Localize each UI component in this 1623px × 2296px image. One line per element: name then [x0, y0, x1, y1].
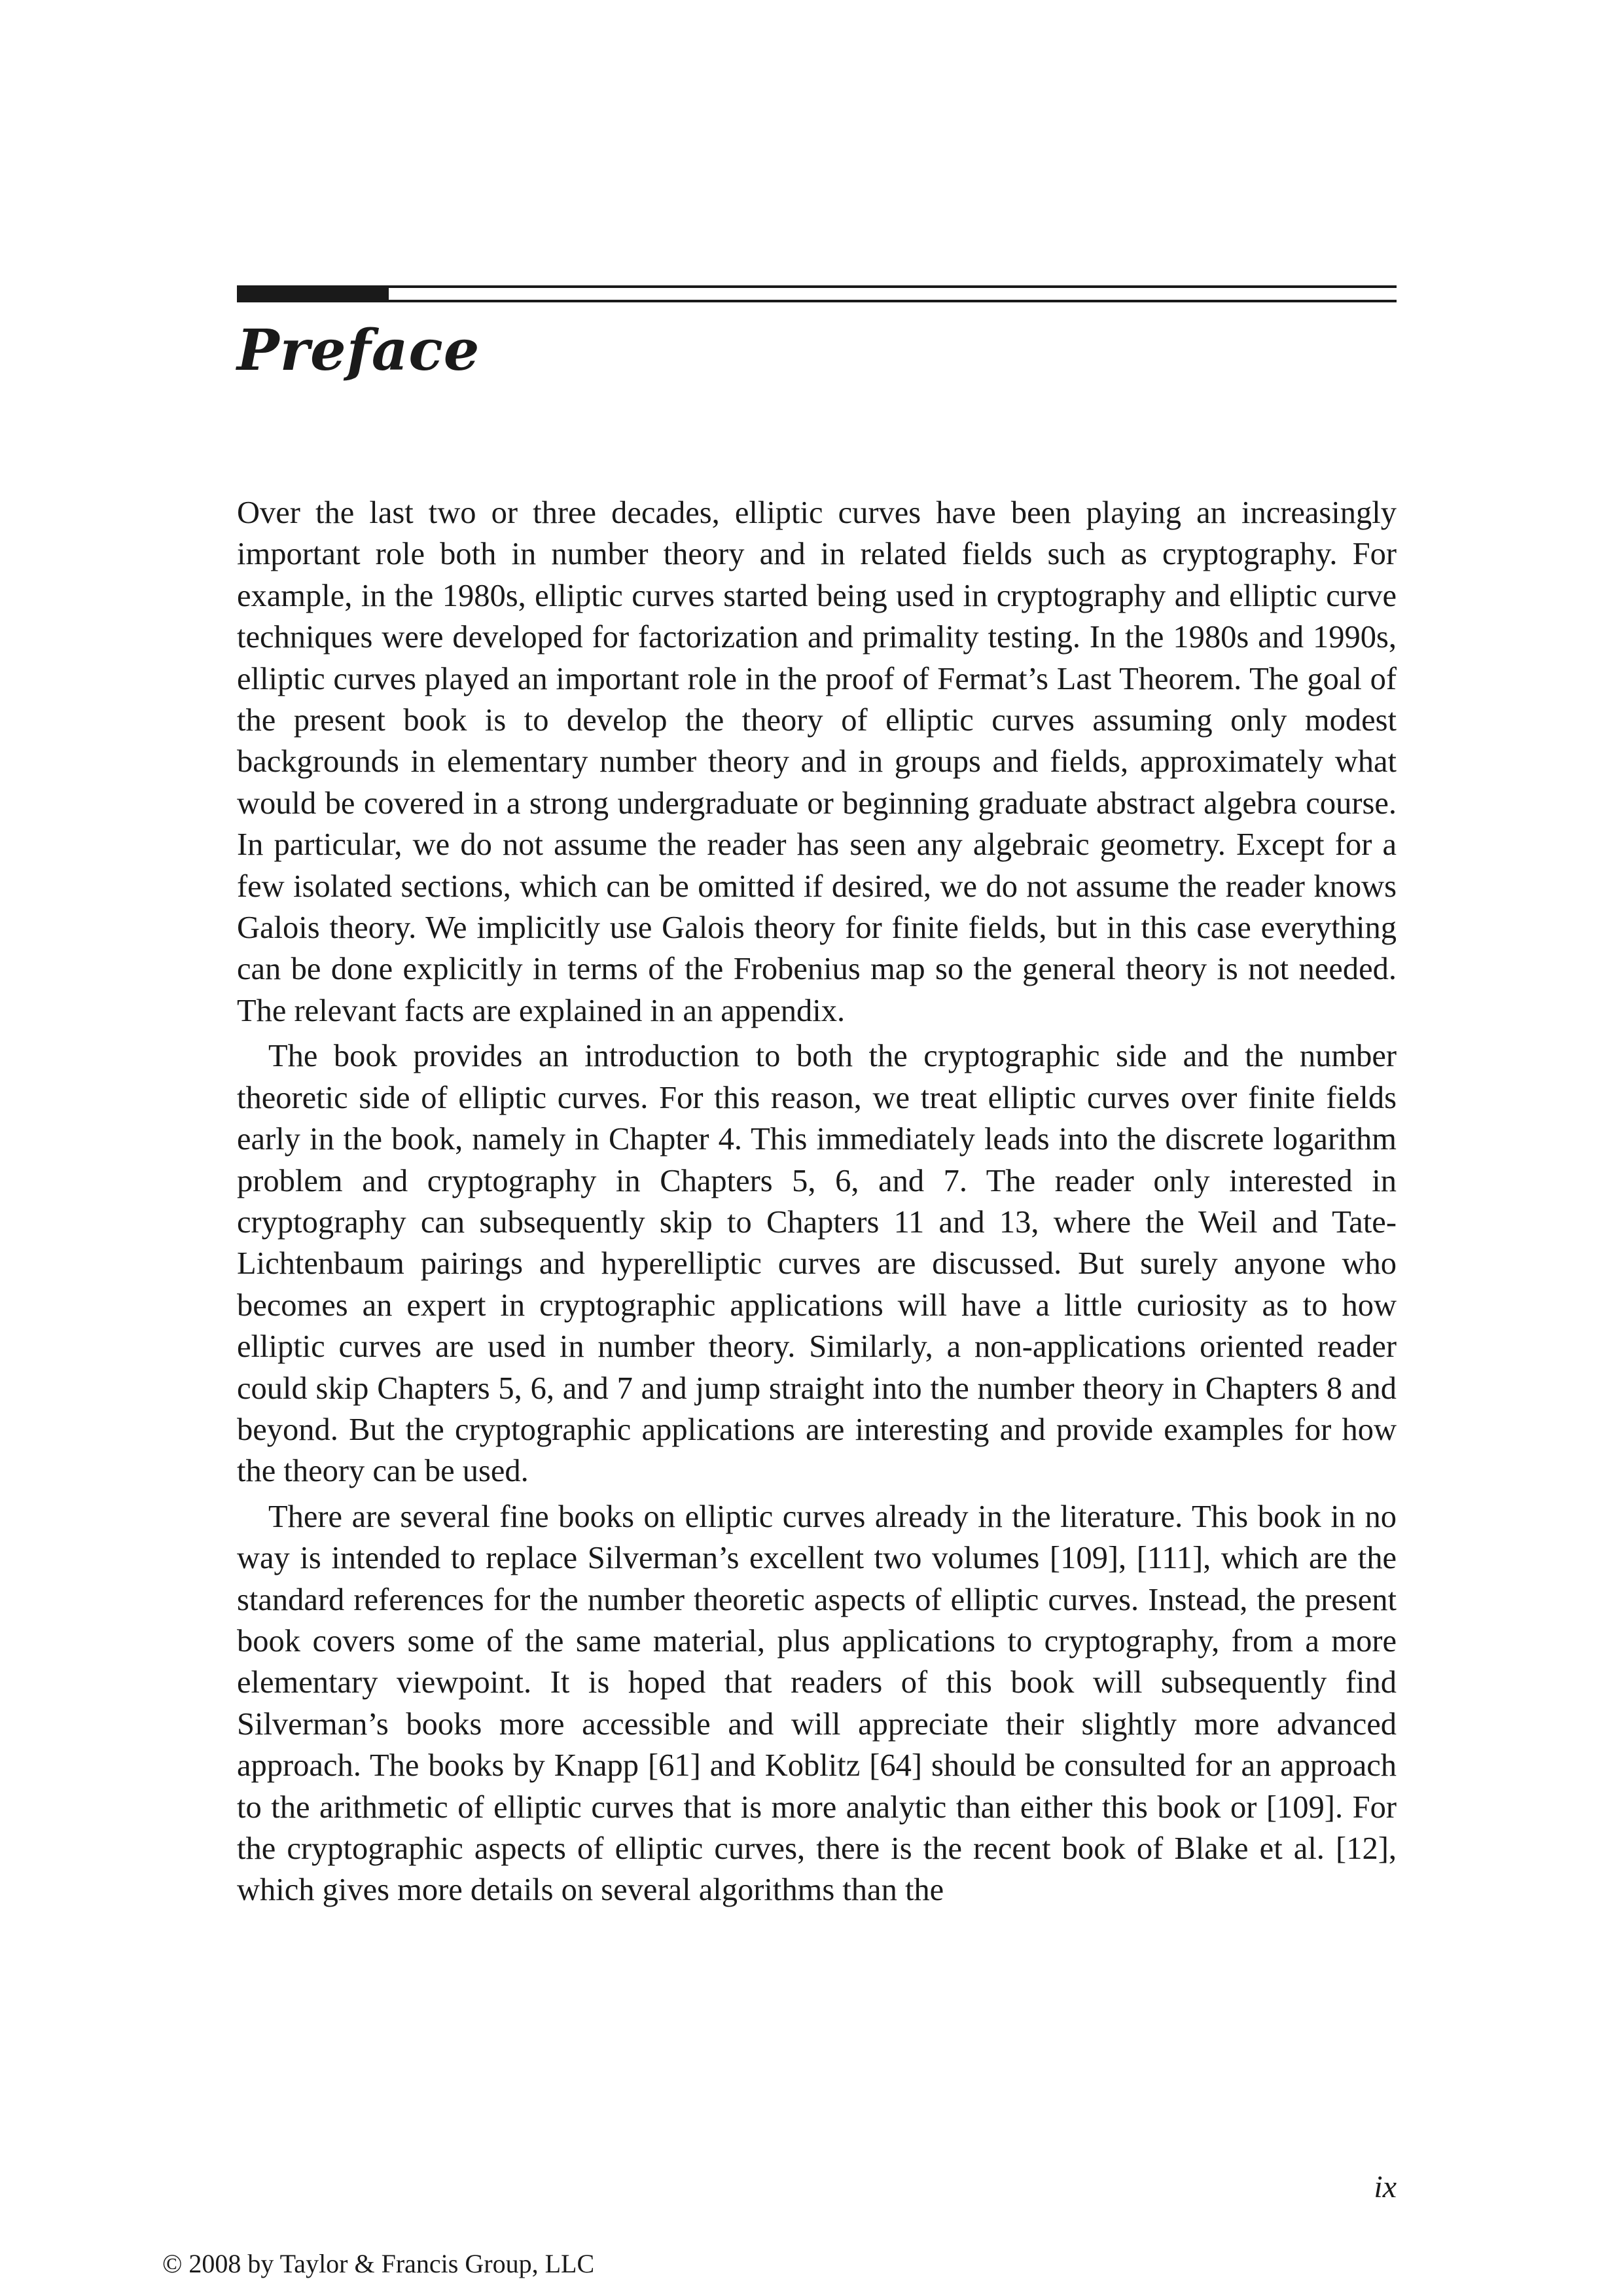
copyright-notice: © 2008 by Taylor & Francis Group, LLC	[162, 2249, 595, 2278]
paragraph-2: The book provides an introduction to both the cryptographic side and the number theoretic side of elliptic curves. For this reason, we treat elliptic curves over finite fields early in the book, namely in Chapter 4. This immediately leads into the discrete logarithm problem and cryptography in Chapters 5, 6, and 7. The reader only interested in cryptography can subsequently skip to Chapters 11 and 13, where the Weil and Tate-Lichtenbaum pairings and hyperelliptic curves are discussed. But surely anyone who becomes an expert in cryptographic applications will have a little curiosity as to how elliptic curves are used in number theory. Similarly, a non-applications oriented reader could skip Chapters 5, 6, and 7 and jump straight into the number theory in Chapters 8 and beyond. But the cryptographic applications are interesting and provide examples for how the theory can be used.	[237, 1039, 1397, 1489]
chapter-rule-accent	[237, 285, 389, 302]
page-number: ix	[1374, 2170, 1397, 2204]
chapter-rule-top	[237, 285, 1397, 288]
chapter-title: Preface	[237, 317, 480, 384]
paragraph-1: Over the last two or three decades, elliptic curves have been playing an increasingly important role both in number theory and in related fields such as cryptography. For example, in the 1980s, elliptic curves started being used in cryptography and elliptic curve techniques were developed for factorization and primality testing. In the 1980s and 1990s, elliptic curves played an important role in the proof of Fermat’s Last Theorem. The goal of the present book is to develop the theory of elliptic curves assuming only modest backgrounds in elementary number theory and in groups and fields, approximately what would be covered in a strong undergraduate or beginning graduate abstract algebra course. In particular, we do not assume the reader has seen any algebraic geometry. Except for a few isolated sections, which can be omitted if desired, we do not assume the reader knows Galois theory. We implicitly use Galois theory for finite fields, but in this case everything can be done explicitly in terms of the Frobenius map so the general theory is not needed. The relevant facts are explained in an appendix.	[237, 495, 1397, 1028]
chapter-rule-bottom	[237, 300, 1397, 302]
paragraph-3: There are several fine books on elliptic curves already in the literature. This book in no way is intended to replace Silverman’s excellent two volumes [109], [111], which are the standard references for the number theoretic aspects of elliptic curves. Instead, the present book covers some of the same material, plus applications to cryptography, from a more elementary viewpoint. It is hoped that readers of this book will subsequently find Silverman’s books more accessible and will appreciate their slightly more advanced approach. The books by Knapp [61] and Koblitz [64] should be consulted for an approach to the arithmetic of elliptic curves that is more analytic than either this book or [109]. For the cryptographic aspects of elliptic curves, there is the recent book of Blake et al. [12], which gives more details on several algorithms than the	[237, 1499, 1397, 1908]
preface-body	[237, 492, 1397, 1915]
